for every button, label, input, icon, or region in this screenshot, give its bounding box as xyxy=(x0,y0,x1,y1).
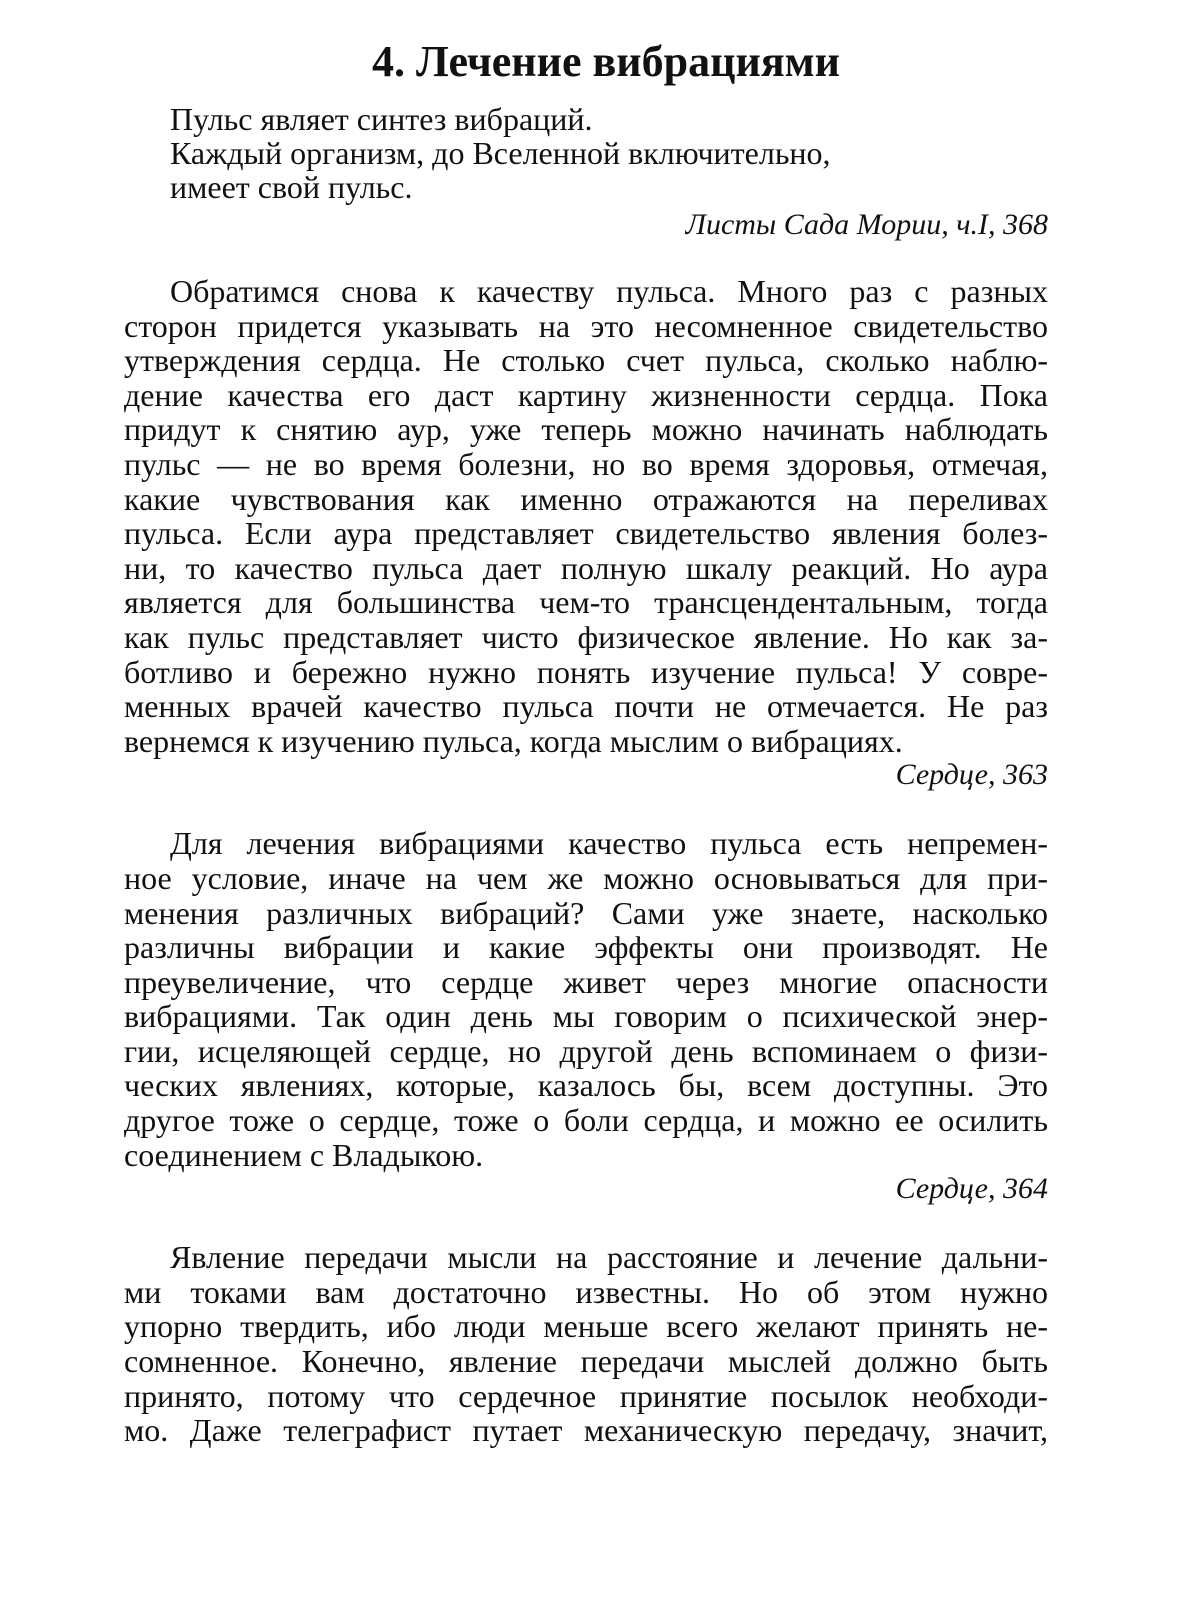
text-line: менения различных вибраций? Сами уже знаете, насколько xyxy=(124,894,1048,931)
text-line: ми токами вам достаточно известны. Но об этом нужно xyxy=(124,1273,1048,1310)
epigraph xyxy=(170,102,1048,204)
text-line: ботливо и бережно нужно понять изучение пульса! У совре- xyxy=(124,653,1048,690)
text-line: соединением с Владыкою. xyxy=(124,1136,484,1173)
text-line: придут к снятию аур, уже теперь можно начинать наблюдать xyxy=(124,411,1048,448)
epigraph-line: Каждый организм, до Вселенной включительно, xyxy=(170,135,831,171)
text-line: гии, исцеляющей сердце, но другой день вспоминаем о физи- xyxy=(124,1032,1048,1069)
text-line: вернемся к изучению пульса, когда мыслим о вибрациях. xyxy=(124,722,903,759)
paragraph-3 xyxy=(124,1240,1048,1448)
paragraph-2-source: Сердце, 364 xyxy=(895,1172,1048,1206)
text-line: какие чувствования как именно отражаются на переливах xyxy=(124,480,1048,517)
text-line: Для лечения вибрациями качество пульса есть непремен- xyxy=(170,825,1048,862)
epigraph-source: Листы Сада Мории, ч.I, 368 xyxy=(685,208,1048,241)
text-line: как пульс представляет чисто физическое явление. Но как за- xyxy=(124,618,1048,655)
paragraph-1-source: Сердце, 363 xyxy=(895,758,1048,792)
paragraph-2 xyxy=(124,826,1048,1172)
epigraph-line: имеет свой пульс. xyxy=(170,169,413,205)
text-line: мо. Даже телеграфист путает механическую передачу, значит, xyxy=(124,1412,1048,1449)
text-line: является для большинства чем-то трансцендентальным, тогда xyxy=(124,584,1048,621)
text-line: принято, потому что сердечное принятие посылок необходи- xyxy=(124,1377,1048,1414)
text-line: ное условие, иначе на чем же можно основываться для при- xyxy=(124,859,1048,896)
epigraph-line: Пульс являет синтез вибраций. xyxy=(170,101,593,137)
text-line: пульса. Если аура представляет свидетельство явления болез- xyxy=(124,515,1048,552)
text-line: сторон придется указывать на это несомненное свидетельство xyxy=(124,307,1048,344)
book-page xyxy=(124,36,1048,1448)
text-line: Обратимся снова к качеству пульса. Много раз с разных xyxy=(170,273,1048,309)
paragraph-1 xyxy=(124,274,1048,758)
text-line: сомненное. Конечно, явление передачи мыслей должно быть xyxy=(124,1343,1048,1380)
text-line: вибрациями. Так один день мы говорим о психической энер- xyxy=(124,998,1048,1035)
chapter-title: 4. Лечение вибрациями xyxy=(372,37,840,86)
text-line: преувеличение, что сердце живет через многие опасности xyxy=(124,963,1048,1000)
text-line: ни, то качество пульса дает полную шкалу реакций. Но аура xyxy=(124,549,1048,586)
text-line: менных врачей качество пульса почти не отмечается. Не раз xyxy=(124,688,1048,725)
text-line: другое тоже о сердце, тоже о боли сердца, и можно ее осилить xyxy=(124,1102,1048,1139)
text-line: различны вибрации и какие эффекты они производят. Не xyxy=(124,929,1048,966)
text-line: упорно твердить, ибо люди меньше всего желают принять не- xyxy=(124,1308,1048,1345)
text-line: утверждения сердца. Не столько счет пульса, сколько наблю- xyxy=(124,342,1048,379)
text-line: пульс — не во время болезни, но во время здоровья, отмечая, xyxy=(124,445,1048,482)
text-line: дение качества его даст картину жизненности сердца. Пока xyxy=(124,376,1048,413)
text-line: Явление передачи мысли на расстояние и лечение дальни- xyxy=(170,1239,1048,1276)
text-line: ческих явлениях, которые, казалось бы, всем доступны. Это xyxy=(124,1067,1048,1104)
